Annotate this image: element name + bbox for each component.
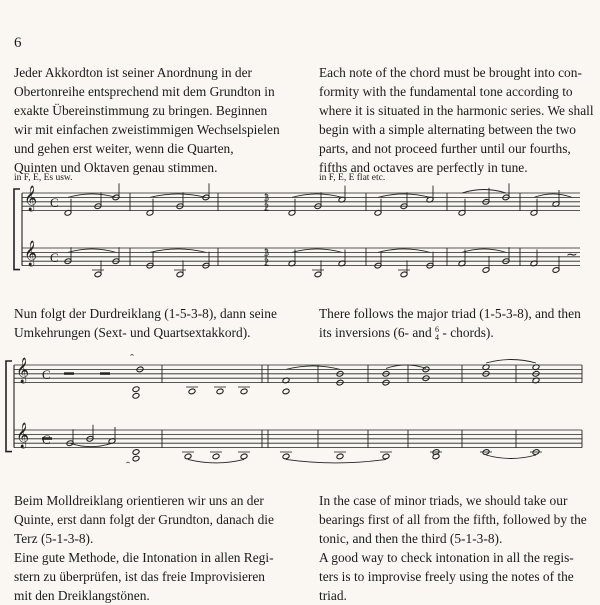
note-head (132, 449, 140, 456)
tie-slur (292, 249, 342, 253)
meter-numerator: 3 (264, 247, 269, 259)
text-line: stern zu überprüfen, ist das freie Improvisieren (14, 569, 265, 584)
text-line: Each note of the chord must be brought into con- (319, 65, 582, 80)
text-line: There follows the major triad (1-5-3-8), and then (319, 306, 581, 321)
note-head (184, 453, 192, 460)
note-head (132, 393, 140, 400)
treble-clef: 𝄞 (16, 422, 30, 447)
text-line: Quinten und Oktaven genau stimmen. (14, 160, 218, 175)
fermata (130, 353, 134, 355)
tie-slur (70, 443, 112, 447)
tie-slur (292, 194, 342, 198)
text-line: Beim Molldreiklang orientieren wir uns an der (14, 493, 264, 508)
text-line: parts, and not proceed further until our fourths, (319, 141, 571, 156)
note-head (282, 453, 290, 460)
note-head (240, 388, 248, 395)
tie-slur (68, 194, 116, 198)
treble-clef: 𝄞 (16, 357, 30, 382)
text-fragment: - chords). (439, 325, 494, 340)
treble-clef: 𝄞 (24, 240, 38, 265)
note-head (282, 388, 290, 395)
time-signature: C (50, 195, 59, 211)
text-line: A good way to check intonation in all the regis- (319, 550, 574, 565)
note-head (132, 455, 140, 462)
note-head (132, 386, 140, 393)
text-line: In the case of minor triads, we should take our (319, 493, 568, 508)
text-line: Umkehrungen (Sext- und Quartsextakkord). (14, 325, 251, 340)
treble-clef: 𝄞 (24, 185, 38, 210)
tie-slur (378, 194, 430, 198)
meter-denominator: 2 (264, 202, 269, 214)
text-line: und gehen erst weiter, wenn die Quarten, (14, 141, 234, 156)
tie-slur (386, 365, 426, 369)
text-line: Quinte, erst dann folgt der Grundton, danach die (14, 512, 274, 527)
note-head (240, 453, 248, 460)
text-line: triad. (319, 588, 347, 603)
text-line: Obertonreihe entsprechend mit dem Grundton in (14, 84, 275, 99)
tie-slur (534, 194, 572, 198)
text-line: tonic, and then the third (5-1-3-8). (319, 531, 503, 546)
text-line: exakte Übereinstimmung zu bringen. Beginnen (14, 103, 268, 118)
tie-slur (462, 190, 506, 194)
note-head (336, 453, 344, 460)
text-line: ters is to improvise freely using the notes of the (319, 569, 574, 584)
rest (64, 372, 74, 375)
text-line: Nun folgt der Durdreiklang (1-5-3-8), dann seine (14, 306, 277, 321)
english-key-note: in F, E, E flat etc. (319, 173, 386, 183)
tie-slur (188, 459, 244, 463)
tie-slur (150, 249, 206, 253)
meter-denominator: 2 (264, 257, 269, 269)
tie-slur (378, 249, 430, 253)
tie-slur (486, 360, 536, 364)
system-bracket (6, 361, 12, 452)
text-line: fifths and octaves are perfectly in tune. (319, 160, 528, 175)
time-signature: C (42, 367, 51, 383)
tie-slur (486, 455, 536, 459)
note-head (216, 388, 224, 395)
text-line: Terz (5-1-3-8). (14, 531, 94, 546)
text-line: Eine gute Methode, die Intonation in allen Regi- (14, 550, 274, 565)
rest (42, 437, 52, 440)
tie-slur (68, 249, 116, 253)
text-fragment: its inversions (6- and (319, 325, 436, 340)
tie-slur (286, 366, 340, 370)
text-line: formity with the fundamental tone according to (319, 84, 573, 99)
fraction-top: 6 (435, 324, 440, 334)
note-head (212, 453, 220, 460)
note-head (188, 388, 196, 395)
text-line: wir mit einfachen zweistimmigen Wechselspielen (14, 122, 280, 137)
meter-numerator: 3 (264, 192, 269, 204)
continuation-mark: ∼ (566, 247, 578, 263)
text-line: mit den Dreiklangstönen. (14, 588, 150, 603)
rest (100, 372, 110, 375)
fraction-bottom: 4 (435, 332, 440, 342)
text-line: where it is situated in the harmonic series. We shall (319, 103, 594, 118)
text-line: bearings first of all from the fifth, followed by the (319, 512, 587, 527)
tie-slur (286, 459, 386, 463)
page-number: 6 (14, 35, 22, 51)
time-signature: C (50, 250, 59, 266)
system-bracket (14, 189, 20, 270)
german-key-note: in F, E, Es usw. (14, 173, 73, 183)
text-line: Jeder Akkordton ist seiner Anordnung in der (14, 65, 253, 80)
note-head (382, 453, 390, 460)
tie-slur (150, 194, 206, 198)
tie-slur (462, 249, 506, 253)
fermata (126, 461, 130, 463)
text-line: begin with a simple alternating between the two (319, 122, 576, 137)
